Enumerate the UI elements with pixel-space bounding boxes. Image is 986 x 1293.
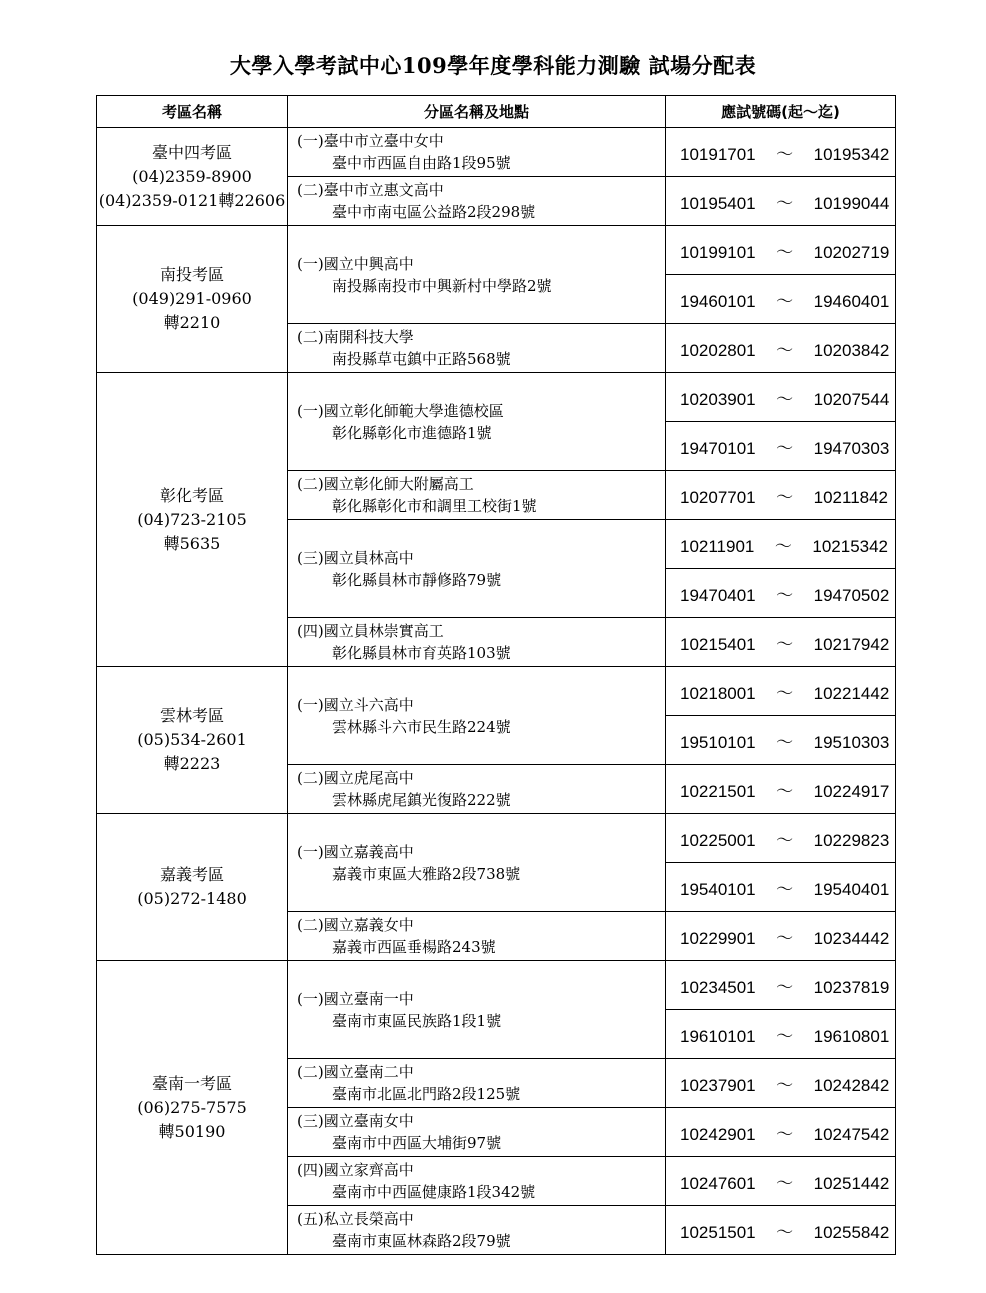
site-cell [288,226,666,324]
range-end: 10221442 [813,683,890,703]
range-cell [666,814,896,863]
range-cell [666,912,896,961]
site-cell [288,765,666,814]
range-cell [666,275,896,324]
area-phone: (04)723-2105 [137,509,247,529]
site-address: 彰化縣員林市育英路103號 [332,644,511,662]
site-address: 臺中市南屯區公益路2段298號 [332,203,536,221]
range-start: 10218001 [680,683,756,703]
range-cell [666,1059,896,1108]
site-name: (二)國立虎尾高中 [297,769,414,787]
area-phone: 轉2223 [163,754,221,773]
area-cell [97,814,288,961]
table-row [97,667,896,716]
range-separator: ～ [776,928,794,949]
range-start: 10225001 [680,830,756,850]
range-end: 19540401 [813,879,890,899]
header-range: 應試號碼(起～迄) [666,96,896,128]
range-start: 10247601 [680,1173,756,1193]
range-separator: ～ [776,1222,794,1243]
range-separator: ～ [776,193,794,214]
range-end: 10207544 [813,389,890,409]
table-row [97,128,896,177]
exam-site-table [96,95,896,1255]
range-start: 19470101 [680,438,756,458]
area-cell [97,961,288,1255]
site-address: 臺南市東區林森路2段79號 [332,1232,511,1250]
table-row [97,226,896,275]
site-cell [288,814,666,912]
range-separator: ～ [776,634,794,655]
site-name: (四)國立家齊高中 [297,1161,414,1179]
site-cell [288,128,666,177]
table-row [97,373,896,422]
range-cell [666,667,896,716]
range-separator: ～ [776,487,794,508]
range-separator: ～ [776,585,794,606]
site-name: (四)國立員林崇實高工 [297,622,444,640]
range-start: 10221501 [680,781,756,801]
site-name: (一)臺中市立臺中女中 [297,132,444,150]
site-cell [288,373,666,471]
range-end: 10237819 [813,977,890,997]
range-start: 10195401 [680,193,756,213]
site-name: (二)國立嘉義女中 [297,916,414,934]
range-start: 10202801 [680,340,756,360]
area-name: 臺中四考區 [151,142,232,162]
site-address: 臺中市西區自由路1段95號 [332,154,511,172]
site-name: (三)國立員林高中 [297,548,414,567]
site-cell [288,1108,666,1157]
range-start: 10207701 [680,487,756,507]
site-address: 嘉義市東區大雅路2段738號 [332,864,521,883]
range-cell [666,1108,896,1157]
site-address: 南投縣南投市中興新村中學路2號 [332,276,552,295]
site-name: (二)臺中市立惠文高中 [297,181,444,199]
range-separator: ～ [776,438,794,459]
site-address: 南投縣草屯鎮中正路568號 [332,350,511,368]
area-phone: (06)275-7575 [137,1097,247,1117]
area-phone: (049)291-0960 [132,289,252,308]
table-row [97,814,896,863]
area-name: 南投考區 [159,265,224,284]
site-name: (三)國立臺南女中 [297,1112,414,1130]
range-end: 10255842 [813,1222,890,1242]
area-name: 彰化考區 [159,485,224,505]
range-cell [666,1010,896,1059]
area-name: 臺南一考區 [151,1073,232,1093]
site-cell [288,1157,666,1206]
range-cell [666,1157,896,1206]
range-start: 10237901 [680,1075,756,1095]
range-cell [666,1206,896,1255]
range-separator: ～ [776,144,794,165]
site-cell [288,1206,666,1255]
range-end: 10242842 [813,1075,890,1095]
site-cell [288,912,666,961]
range-cell [666,520,896,569]
site-cell [288,520,666,618]
range-start: 10211901 [680,536,755,556]
range-separator: ～ [776,340,794,361]
site-name: (一)國立斗六高中 [297,695,414,714]
range-start: 10215401 [680,634,756,654]
area-phone: (04)2359-0121轉22606 [98,190,286,210]
site-name: (一)國立中興高中 [297,254,414,273]
site-name: (二)南開科技大學 [297,328,414,346]
range-end: 10199044 [813,193,890,213]
site-cell [288,667,666,765]
range-end: 10203842 [813,340,890,360]
range-start: 19470401 [680,585,756,605]
area-cell [97,226,288,373]
range-end: 10229823 [813,830,890,850]
site-cell [288,324,666,373]
site-name: (一)國立臺南一中 [297,989,414,1008]
range-separator: ～ [776,1075,794,1096]
site-name: (一)國立彰化師範大學進德校區 [297,401,504,420]
range-end: 19470303 [813,438,890,458]
range-cell [666,716,896,765]
range-end: 10211842 [813,487,889,507]
range-cell [666,471,896,520]
range-end: 10217942 [813,634,890,654]
range-cell [666,765,896,814]
range-separator: ～ [776,781,794,802]
range-end: 19610801 [813,1026,890,1046]
range-cell [666,961,896,1010]
range-start: 10203901 [680,389,756,409]
header-area: 考區名稱 [97,96,288,128]
range-cell [666,373,896,422]
range-separator: ～ [776,1026,794,1047]
range-separator: ～ [776,732,794,753]
table-row [97,961,896,1010]
range-cell [666,177,896,226]
site-name: (二)國立彰化師大附屬高工 [297,475,474,493]
range-start: 19510101 [680,732,756,752]
site-cell [288,961,666,1059]
range-separator: ～ [776,683,794,704]
range-separator: ～ [776,1173,794,1194]
range-separator: ～ [776,389,794,410]
range-end: 10202719 [813,242,890,262]
site-address: 臺南市中西區健康路1段342號 [332,1183,536,1201]
page-title: 大學入學考試中心109學年度學科能力測驗 試場分配表 [229,53,757,78]
site-cell [288,471,666,520]
range-end: 10195342 [813,144,890,164]
area-phone: (05)534-2601 [137,730,247,749]
site-address: 彰化縣彰化市進德路1號 [332,423,492,442]
site-cell [288,1059,666,1108]
area-phone: 轉50190 [158,1121,226,1141]
range-start: 19460101 [680,291,756,311]
site-address: 雲林縣虎尾鎮光復路222號 [332,791,511,809]
range-start: 10191701 [680,144,756,164]
range-separator: ～ [776,1124,794,1145]
range-separator: ～ [776,977,794,998]
area-cell [97,373,288,667]
site-name: (一)國立嘉義高中 [297,842,414,861]
range-end: 10251442 [813,1173,890,1193]
range-end: 10224917 [813,781,890,801]
range-separator: ～ [776,242,794,263]
range-separator: ～ [774,536,792,557]
area-phone: 轉2210 [163,313,221,332]
range-separator: ～ [776,879,794,900]
range-cell [666,569,896,618]
range-cell [666,863,896,912]
site-cell [288,177,666,226]
area-name: 雲林考區 [159,706,224,725]
range-start: 19610101 [680,1026,756,1046]
range-cell [666,324,896,373]
site-address: 臺南市北區北門路2段125號 [332,1085,521,1103]
site-address: 彰化縣員林市靜修路79號 [332,570,502,589]
site-address: 雲林縣斗六市民生路224號 [332,717,511,736]
table-header-row [97,96,896,128]
table-body [97,128,896,1255]
range-start: 10242901 [680,1124,756,1144]
range-start: 19540101 [680,879,756,899]
area-name: 嘉義考區 [159,865,224,884]
area-cell [97,667,288,814]
range-end: 10215342 [812,536,889,556]
area-phone: (04)2359-8900 [132,166,252,186]
site-address: 臺南市東區民族路1段1號 [332,1011,502,1030]
range-start: 10251501 [680,1222,756,1242]
range-cell [666,422,896,471]
site-address: 嘉義市西區垂楊路243號 [332,938,496,956]
site-name: (五)私立長榮高中 [297,1210,414,1228]
range-cell [666,226,896,275]
area-phone: (05)272-1480 [137,889,247,908]
range-end: 19510303 [813,732,890,752]
range-end: 10234442 [813,928,890,948]
range-end: 19470502 [813,585,890,605]
range-cell [666,618,896,667]
range-start: 10229901 [680,928,756,948]
range-end: 19460401 [813,291,890,311]
site-cell [288,618,666,667]
site-address: 臺南市中西區大埔街97號 [332,1134,502,1152]
range-separator: ～ [776,830,794,851]
range-start: 10234501 [680,977,756,997]
range-cell [666,128,896,177]
range-start: 10199101 [680,242,756,262]
area-cell [97,128,288,226]
header-site: 分區名稱及地點 [288,96,666,128]
area-phone: 轉5635 [163,533,221,553]
range-end: 10247542 [813,1124,890,1144]
site-address: 彰化縣彰化市和調里工校街1號 [332,497,537,515]
range-separator: ～ [776,291,794,312]
site-name: (二)國立臺南二中 [297,1063,414,1081]
